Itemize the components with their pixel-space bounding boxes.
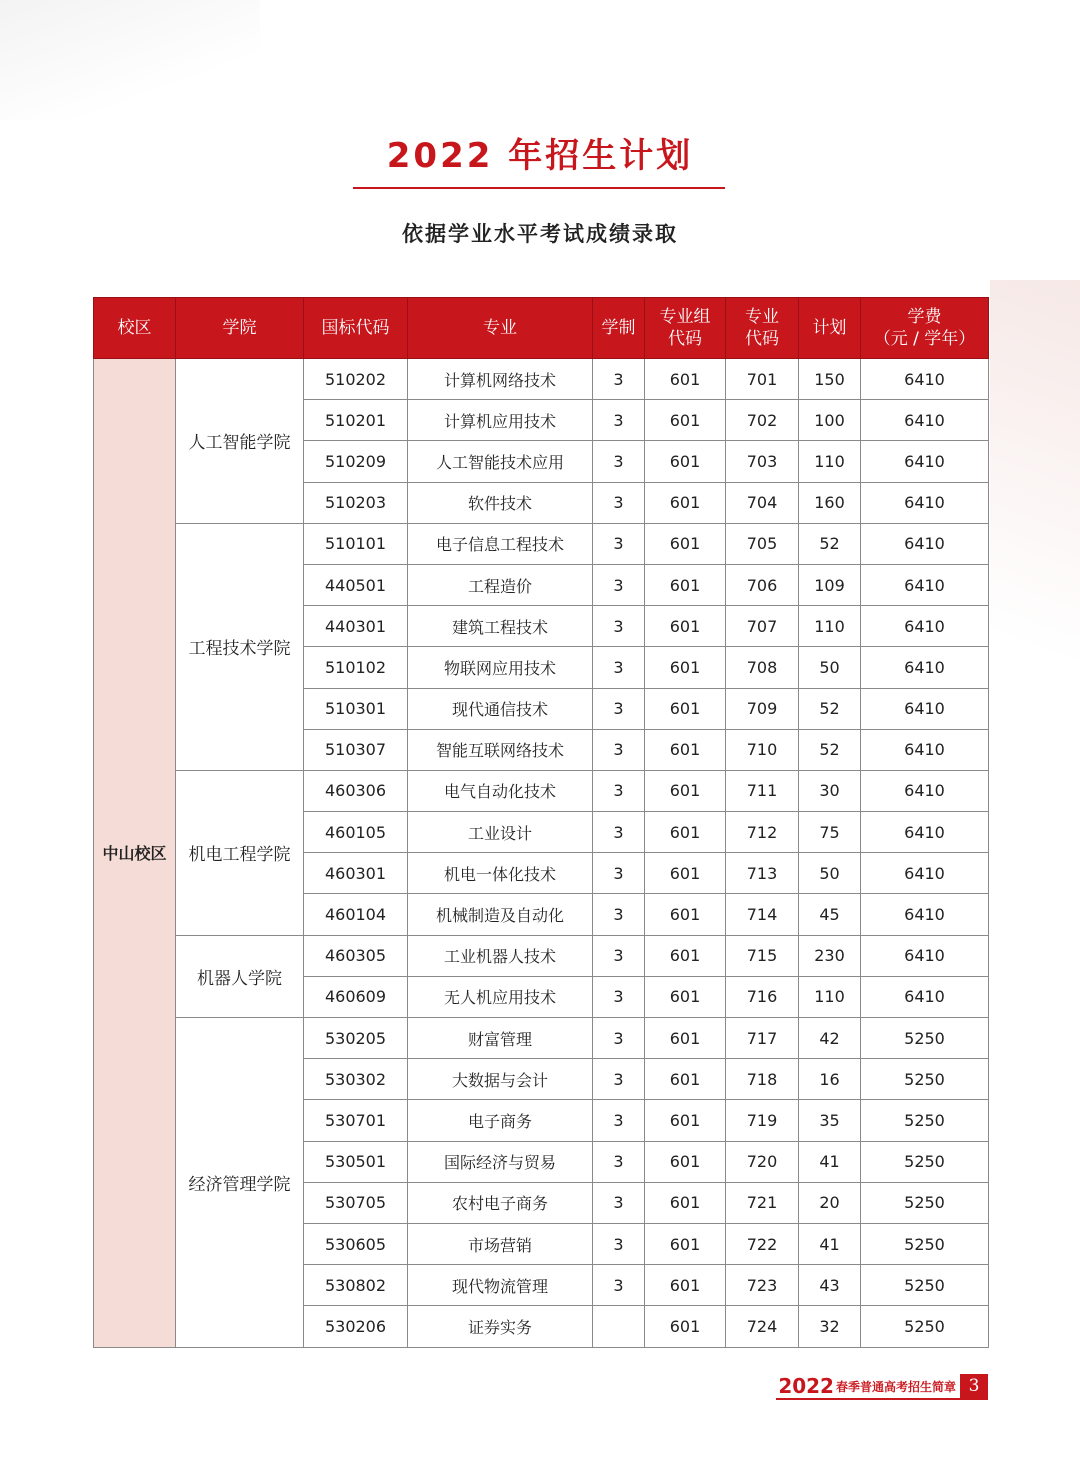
major-code-cell: 717 — [726, 1018, 799, 1059]
major-code-cell: 709 — [726, 688, 799, 729]
plan-count-cell: 160 — [799, 482, 861, 523]
duration-cell: 3 — [593, 1100, 645, 1141]
tuition-cell: 6410 — [861, 482, 989, 523]
group-code-cell: 601 — [645, 482, 726, 523]
major-code-cell: 712 — [726, 812, 799, 853]
major-code-cell: 722 — [726, 1223, 799, 1264]
page-subtitle: 依据学业水平考试成绩录取 — [402, 222, 678, 246]
major-code-cell: 720 — [726, 1141, 799, 1182]
plan-count-cell: 230 — [799, 935, 861, 976]
group-code-cell: 601 — [645, 523, 726, 564]
plan-count-cell: 32 — [799, 1306, 861, 1347]
group-code-cell: 601 — [645, 1182, 726, 1223]
duration-cell: 3 — [593, 1059, 645, 1100]
major-cell: 无人机应用技术 — [408, 976, 593, 1017]
national-code-cell: 510201 — [304, 400, 408, 441]
group-code-cell: 601 — [645, 400, 726, 441]
plan-count-cell: 110 — [799, 441, 861, 482]
duration-cell: 3 — [593, 853, 645, 894]
table-body — [94, 359, 989, 1348]
table-row — [94, 770, 989, 811]
major-cell: 人工智能技术应用 — [408, 441, 593, 482]
national-code-cell: 530705 — [304, 1182, 408, 1223]
plan-count-cell: 41 — [799, 1141, 861, 1182]
major-cell: 工业机器人技术 — [408, 935, 593, 976]
national-code-cell: 530501 — [304, 1141, 408, 1182]
major-cell: 智能互联网络技术 — [408, 729, 593, 770]
group-code-cell: 601 — [645, 1265, 726, 1306]
duration-cell: 3 — [593, 1223, 645, 1264]
major-code-cell: 719 — [726, 1100, 799, 1141]
major-code-cell: 718 — [726, 1059, 799, 1100]
group-code-cell: 601 — [645, 770, 726, 811]
major-cell: 国际经济与贸易 — [408, 1141, 593, 1182]
plan-count-cell: 75 — [799, 812, 861, 853]
major-code-cell: 713 — [726, 853, 799, 894]
plan-count-cell: 52 — [799, 729, 861, 770]
tuition-cell: 6410 — [861, 606, 989, 647]
group-code-cell: 601 — [645, 1018, 726, 1059]
national-code-cell: 510301 — [304, 688, 408, 729]
duration-cell: 3 — [593, 606, 645, 647]
major-cell: 证券实务 — [408, 1306, 593, 1347]
group-code-cell: 601 — [645, 1306, 726, 1347]
duration-cell: 3 — [593, 400, 645, 441]
header-college: 学院 — [176, 298, 304, 359]
plan-count-cell: 109 — [799, 564, 861, 605]
national-code-cell: 460609 — [304, 976, 408, 1017]
footer-divider — [776, 1398, 988, 1400]
header-tuition: 学费 （元 / 学年） — [861, 298, 989, 359]
tuition-cell: 6410 — [861, 894, 989, 935]
national-code-cell: 460104 — [304, 894, 408, 935]
national-code-cell: 510101 — [304, 523, 408, 564]
tuition-cell: 6410 — [861, 400, 989, 441]
college-cell: 经济管理学院 — [176, 1018, 304, 1348]
major-cell: 建筑工程技术 — [408, 606, 593, 647]
college-cell: 机器人学院 — [176, 935, 304, 1017]
major-code-cell: 711 — [726, 770, 799, 811]
plan-count-cell: 45 — [799, 894, 861, 935]
tuition-cell: 6410 — [861, 523, 989, 564]
plan-count-cell: 42 — [799, 1018, 861, 1059]
plan-count-cell: 52 — [799, 688, 861, 729]
duration-cell: 3 — [593, 935, 645, 976]
national-code-cell: 530302 — [304, 1059, 408, 1100]
tuition-cell: 6410 — [861, 812, 989, 853]
national-code-cell: 460305 — [304, 935, 408, 976]
major-cell: 工程造价 — [408, 564, 593, 605]
table-header-row — [94, 298, 989, 359]
major-cell: 电子商务 — [408, 1100, 593, 1141]
plan-count-cell: 150 — [799, 359, 861, 400]
group-code-cell: 601 — [645, 853, 726, 894]
major-code-cell: 708 — [726, 647, 799, 688]
national-code-cell: 460301 — [304, 853, 408, 894]
enrollment-plan-table — [93, 297, 989, 1348]
national-code-cell: 510202 — [304, 359, 408, 400]
major-code-cell: 704 — [726, 482, 799, 523]
major-cell: 计算机应用技术 — [408, 400, 593, 441]
major-cell: 机械制造及自动化 — [408, 894, 593, 935]
major-code-cell: 705 — [726, 523, 799, 564]
major-cell: 现代物流管理 — [408, 1265, 593, 1306]
group-code-cell: 601 — [645, 606, 726, 647]
header-group-code: 专业组 代码 — [645, 298, 726, 359]
major-code-cell: 724 — [726, 1306, 799, 1347]
major-cell: 大数据与会计 — [408, 1059, 593, 1100]
background-decoration — [0, 0, 260, 120]
major-code-cell: 715 — [726, 935, 799, 976]
national-code-cell: 530701 — [304, 1100, 408, 1141]
major-code-cell: 710 — [726, 729, 799, 770]
tuition-cell: 6410 — [861, 770, 989, 811]
national-code-cell: 530605 — [304, 1223, 408, 1264]
tuition-cell: 6410 — [861, 935, 989, 976]
header-campus: 校区 — [94, 298, 176, 359]
college-cell: 工程技术学院 — [176, 523, 304, 770]
tuition-cell: 6410 — [861, 688, 989, 729]
table-row — [94, 523, 989, 564]
table-row — [94, 359, 989, 400]
group-code-cell: 601 — [645, 688, 726, 729]
duration-cell — [593, 1306, 645, 1347]
national-code-cell: 510209 — [304, 441, 408, 482]
national-code-cell: 530802 — [304, 1265, 408, 1306]
national-code-cell: 510307 — [304, 729, 408, 770]
duration-cell: 3 — [593, 564, 645, 605]
group-code-cell: 601 — [645, 359, 726, 400]
group-code-cell: 601 — [645, 935, 726, 976]
group-code-cell: 601 — [645, 647, 726, 688]
tuition-cell: 6410 — [861, 647, 989, 688]
plan-count-cell: 110 — [799, 976, 861, 1017]
group-code-cell: 601 — [645, 441, 726, 482]
duration-cell: 3 — [593, 1265, 645, 1306]
major-cell: 农村电子商务 — [408, 1182, 593, 1223]
duration-cell: 3 — [593, 441, 645, 482]
college-cell: 机电工程学院 — [176, 770, 304, 935]
major-code-cell: 721 — [726, 1182, 799, 1223]
plan-count-cell: 50 — [799, 647, 861, 688]
campus-cell: 中山校区 — [94, 359, 176, 1348]
duration-cell: 3 — [593, 359, 645, 400]
table-row — [94, 935, 989, 976]
group-code-cell: 601 — [645, 729, 726, 770]
plan-count-cell: 52 — [799, 523, 861, 564]
title-divider — [353, 187, 725, 189]
page-footer — [778, 1374, 988, 1398]
duration-cell: 3 — [593, 976, 645, 1017]
group-code-cell: 601 — [645, 1141, 726, 1182]
national-code-cell: 530206 — [304, 1306, 408, 1347]
plan-count-cell: 43 — [799, 1265, 861, 1306]
tuition-cell: 5250 — [861, 1059, 989, 1100]
national-code-cell: 510203 — [304, 482, 408, 523]
tuition-cell: 5250 — [861, 1182, 989, 1223]
plan-count-cell: 41 — [799, 1223, 861, 1264]
major-cell: 物联网应用技术 — [408, 647, 593, 688]
header-national-code: 国标代码 — [304, 298, 408, 359]
duration-cell: 3 — [593, 1182, 645, 1223]
header-major-code: 专业 代码 — [726, 298, 799, 359]
tuition-cell: 6410 — [861, 359, 989, 400]
table-row — [94, 1018, 989, 1059]
tuition-cell: 5250 — [861, 1265, 989, 1306]
group-code-cell: 601 — [645, 976, 726, 1017]
college-cell: 人工智能学院 — [176, 359, 304, 524]
tuition-cell: 6410 — [861, 853, 989, 894]
plan-count-cell: 100 — [799, 400, 861, 441]
tuition-cell: 6410 — [861, 441, 989, 482]
duration-cell: 3 — [593, 482, 645, 523]
page-title: 2022 年招生计划 — [386, 136, 694, 176]
major-code-cell: 701 — [726, 359, 799, 400]
duration-cell: 3 — [593, 688, 645, 729]
group-code-cell: 601 — [645, 564, 726, 605]
major-cell: 现代通信技术 — [408, 688, 593, 729]
footer-year: 2022 — [778, 1374, 834, 1398]
group-code-cell: 601 — [645, 1223, 726, 1264]
duration-cell: 3 — [593, 1018, 645, 1059]
major-code-cell: 714 — [726, 894, 799, 935]
national-code-cell: 460105 — [304, 812, 408, 853]
group-code-cell: 601 — [645, 1100, 726, 1141]
major-code-cell: 706 — [726, 564, 799, 605]
duration-cell: 3 — [593, 523, 645, 564]
duration-cell: 3 — [593, 770, 645, 811]
major-cell: 软件技术 — [408, 482, 593, 523]
national-code-cell: 510102 — [304, 647, 408, 688]
header-duration: 学制 — [593, 298, 645, 359]
group-code-cell: 601 — [645, 812, 726, 853]
plan-count-cell: 35 — [799, 1100, 861, 1141]
duration-cell: 3 — [593, 1141, 645, 1182]
group-code-cell: 601 — [645, 1059, 726, 1100]
tuition-cell: 6410 — [861, 564, 989, 605]
national-code-cell: 530205 — [304, 1018, 408, 1059]
major-cell: 电子信息工程技术 — [408, 523, 593, 564]
major-cell: 机电一体化技术 — [408, 853, 593, 894]
footer-text: 春季普通高考招生简章 — [835, 1379, 956, 1394]
tuition-cell: 5250 — [861, 1306, 989, 1347]
plan-count-cell: 16 — [799, 1059, 861, 1100]
major-code-cell: 702 — [726, 400, 799, 441]
duration-cell: 3 — [593, 647, 645, 688]
duration-cell: 3 — [593, 812, 645, 853]
duration-cell: 3 — [593, 894, 645, 935]
duration-cell: 3 — [593, 729, 645, 770]
header-major: 专业 — [408, 298, 593, 359]
major-cell: 计算机网络技术 — [408, 359, 593, 400]
group-code-cell: 601 — [645, 894, 726, 935]
tuition-cell: 6410 — [861, 729, 989, 770]
major-cell: 电气自动化技术 — [408, 770, 593, 811]
major-cell: 市场营销 — [408, 1223, 593, 1264]
tuition-cell: 5250 — [861, 1100, 989, 1141]
major-cell: 工业设计 — [408, 812, 593, 853]
national-code-cell: 440501 — [304, 564, 408, 605]
tuition-cell: 5250 — [861, 1018, 989, 1059]
national-code-cell: 440301 — [304, 606, 408, 647]
plan-count-cell: 110 — [799, 606, 861, 647]
plan-count-cell: 20 — [799, 1182, 861, 1223]
major-code-cell: 716 — [726, 976, 799, 1017]
plan-count-cell: 50 — [799, 853, 861, 894]
tuition-cell: 6410 — [861, 976, 989, 1017]
tuition-cell: 5250 — [861, 1141, 989, 1182]
major-cell: 财富管理 — [408, 1018, 593, 1059]
major-code-cell: 703 — [726, 441, 799, 482]
major-code-cell: 723 — [726, 1265, 799, 1306]
header-plan: 计划 — [799, 298, 861, 359]
background-decoration — [990, 280, 1080, 800]
tuition-cell: 5250 — [861, 1223, 989, 1264]
plan-count-cell: 30 — [799, 770, 861, 811]
national-code-cell: 460306 — [304, 770, 408, 811]
page-number: 3 — [960, 1374, 988, 1398]
major-code-cell: 707 — [726, 606, 799, 647]
